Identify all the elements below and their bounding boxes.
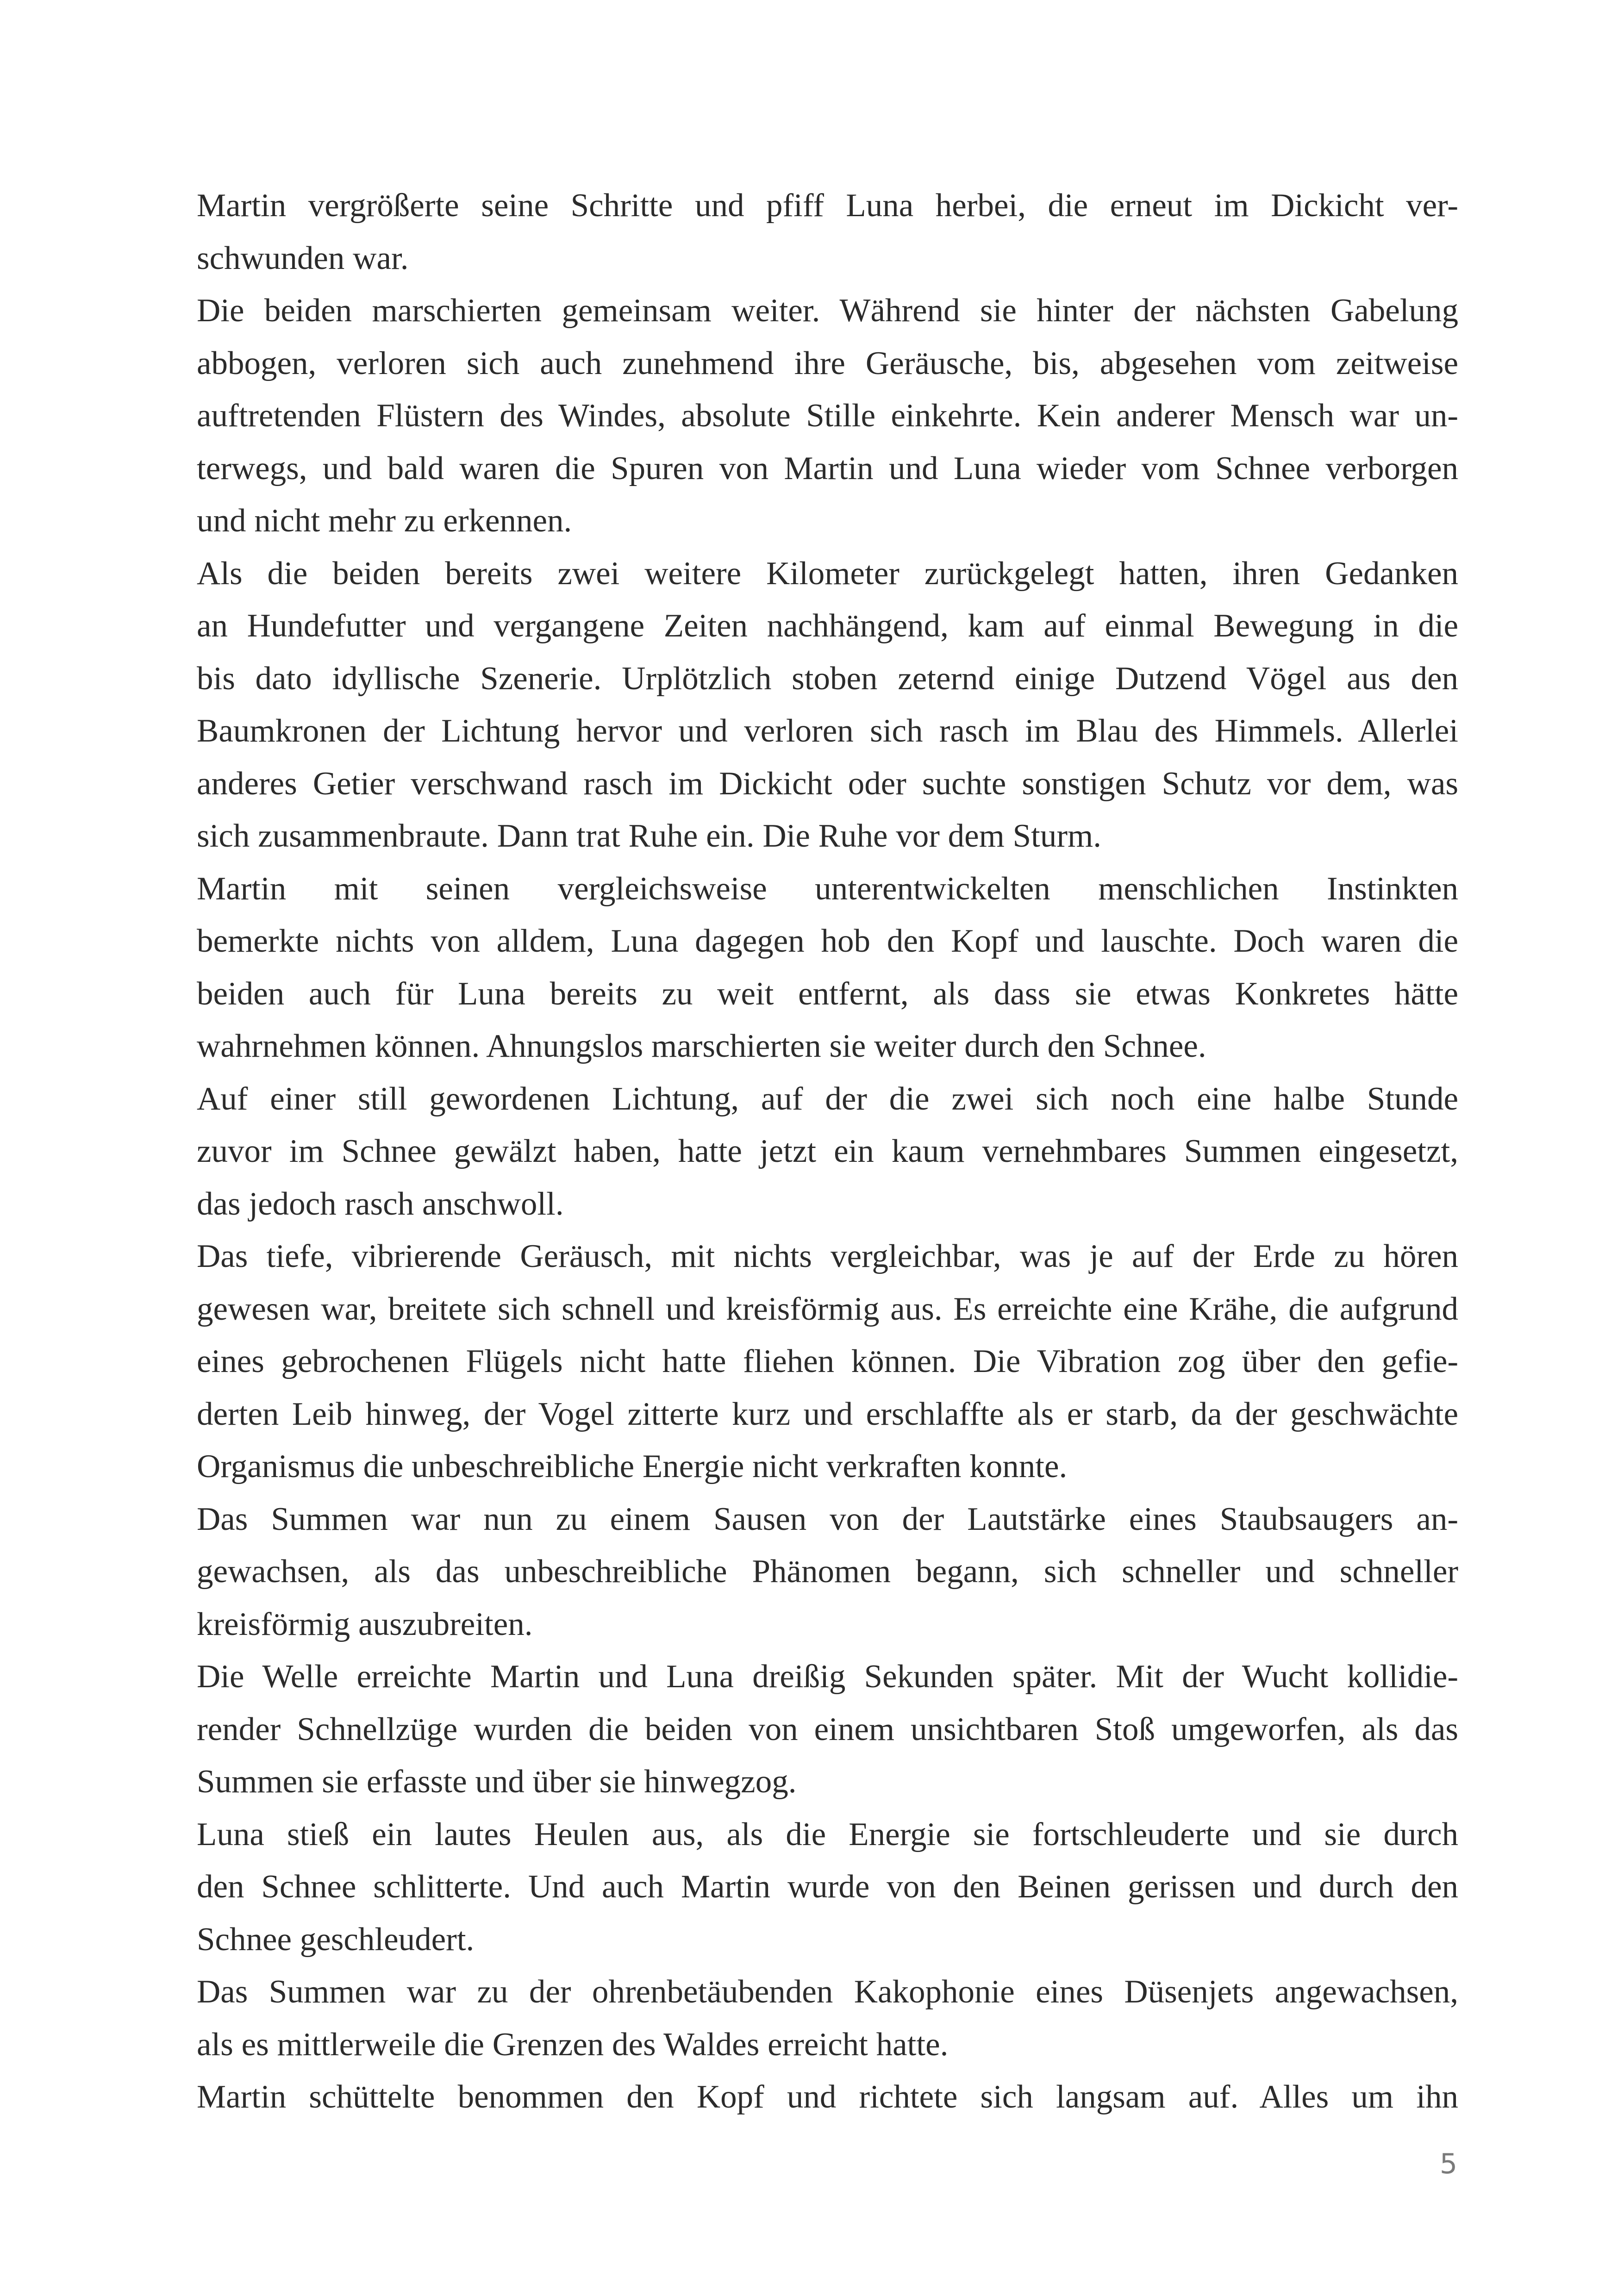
text-line: anderes Getier verschwand rasch im Dickicht oder suchte sonstigen Schutz vor dem, was	[197, 765, 1458, 802]
paragraph	[197, 1966, 1458, 2071]
paragraph	[197, 1230, 1458, 1493]
text-line: Luna stieß ein lautes Heulen aus, als die Energie sie fortschleuderte und sie durch	[197, 1816, 1458, 1852]
text-line: Die beiden marschierten gemeinsam weiter. Während sie hinter der nächsten Gabelung	[197, 293, 1458, 329]
text-line: beiden auch für Luna bereits zu weit entfernt, als dass sie etwas Konkretes hätte	[197, 975, 1458, 1012]
text-line: Als die beiden bereits zwei weitere Kilometer zurückgelegt hatten, ihren Gedanken	[197, 555, 1458, 592]
text-line: eines gebrochenen Flügels nicht hatte fliehen können. Die Vibration zog über den gefie-	[197, 1343, 1458, 1379]
text-line: schwunden war.	[197, 240, 409, 276]
text-line: gewesen war, breitete sich schnell und kreisförmig aus. Es erreichte eine Krähe, die aufgrund	[197, 1291, 1458, 1327]
text-line: Schnee geschleudert.	[197, 1921, 475, 1958]
text-line: Das Summen war zu der ohrenbetäubenden Kakophonie eines Düsenjets angewachsen,	[197, 1974, 1458, 2010]
text-line: Baumkronen der Lichtung hervor und verloren sich rasch im Blau des Himmels. Allerlei	[197, 713, 1458, 749]
paragraph	[197, 1073, 1458, 1231]
text-line: derten Leib hinweg, der Vogel zitterte kurz und erschlaffte als er starb, da der geschwächte	[197, 1396, 1458, 1432]
text-line: abbogen, verloren sich auch zunehmend ihre Geräusche, bis, abgesehen vom zeitweise	[197, 345, 1458, 381]
text-line: zuvor im Schnee gewälzt haben, hatte jetzt ein kaum vernehmbares Summen eingesetzt,	[197, 1133, 1458, 1169]
text-line: auftretenden Flüstern des Windes, absolute Stille einkehrte. Kein anderer Mensch war un-	[197, 398, 1458, 434]
paragraph	[197, 2071, 1458, 2124]
body-text	[197, 180, 1458, 2124]
text-line: das jedoch rasch anschwoll.	[197, 1185, 564, 1222]
text-line: Die Welle erreichte Martin und Luna dreißig Sekunden später. Mit der Wucht kollidie-	[197, 1659, 1458, 1695]
text-line: Martin mit seinen vergleichsweise unterentwickelten menschlichen Instinkten	[197, 870, 1458, 907]
paragraph	[197, 1809, 1458, 1966]
text-line: bis dato idyllische Szenerie. Urplötzlich stoben zeternd einige Dutzend Vögel aus den	[197, 660, 1458, 697]
text-line: und nicht mehr zu erkennen.	[197, 503, 572, 539]
text-line: kreisförmig auszubreiten.	[197, 1606, 533, 1642]
text-line: als es mittlerweile die Grenzen des Waldes erreicht hatte.	[197, 2026, 949, 2063]
text-line: Summen sie erfasste und über sie hinwegzog.	[197, 1764, 797, 1800]
page-number: 5	[1439, 2148, 1458, 2180]
text-line: Auf einer still gewordenen Lichtung, auf der die zwei sich noch eine halbe Stunde	[197, 1080, 1458, 1117]
text-line: bemerkte nichts von alldem, Luna dagegen hob den Kopf und lauschte. Doch waren die	[197, 923, 1458, 959]
text-line: wahrnehmen können. Ahnungslos marschierten sie weiter durch den Schnee.	[197, 1028, 1206, 1064]
paragraph	[197, 285, 1458, 548]
text-line: Martin schüttelte benommen den Kopf und richtete sich langsam auf. Alles um ihn	[197, 2079, 1458, 2115]
text-line: terwegs, und bald waren die Spuren von Martin und Luna wieder vom Schnee verborgen	[197, 450, 1458, 486]
text-line: an Hundefutter und vergangene Zeiten nachhängend, kam auf einmal Bewegung in die	[197, 608, 1458, 644]
paragraph	[197, 1651, 1458, 1809]
text-line: Martin vergrößerte seine Schritte und pfiff Luna herbei, die erneut im Dickicht ver-	[197, 187, 1458, 224]
text-line: Das Summen war nun zu einem Sausen von der Lautstärke eines Staubsaugers an-	[197, 1501, 1458, 1537]
text-line: sich zusammenbraute. Dann trat Ruhe ein. Die Ruhe vor dem Sturm.	[197, 818, 1101, 854]
text-line: Organismus die unbeschreibliche Energie nicht verkraften konnte.	[197, 1448, 1068, 1484]
paragraph	[197, 180, 1458, 285]
text-line: Das tiefe, vibrierende Geräusch, mit nichts vergleichbar, was je auf der Erde zu hören	[197, 1238, 1458, 1274]
paragraph	[197, 548, 1458, 863]
paragraph	[197, 863, 1458, 1073]
text-line: render Schnellzüge wurden die beiden von einem unsichtbaren Stoß umgeworfen, als das	[197, 1711, 1458, 1747]
text-line: den Schnee schlitterte. Und auch Martin wurde von den Beinen gerissen und durch den	[197, 1869, 1458, 1905]
paragraph	[197, 1493, 1458, 1651]
text-line: gewachsen, als das unbeschreibliche Phänomen begann, sich schneller und schneller	[197, 1553, 1458, 1590]
